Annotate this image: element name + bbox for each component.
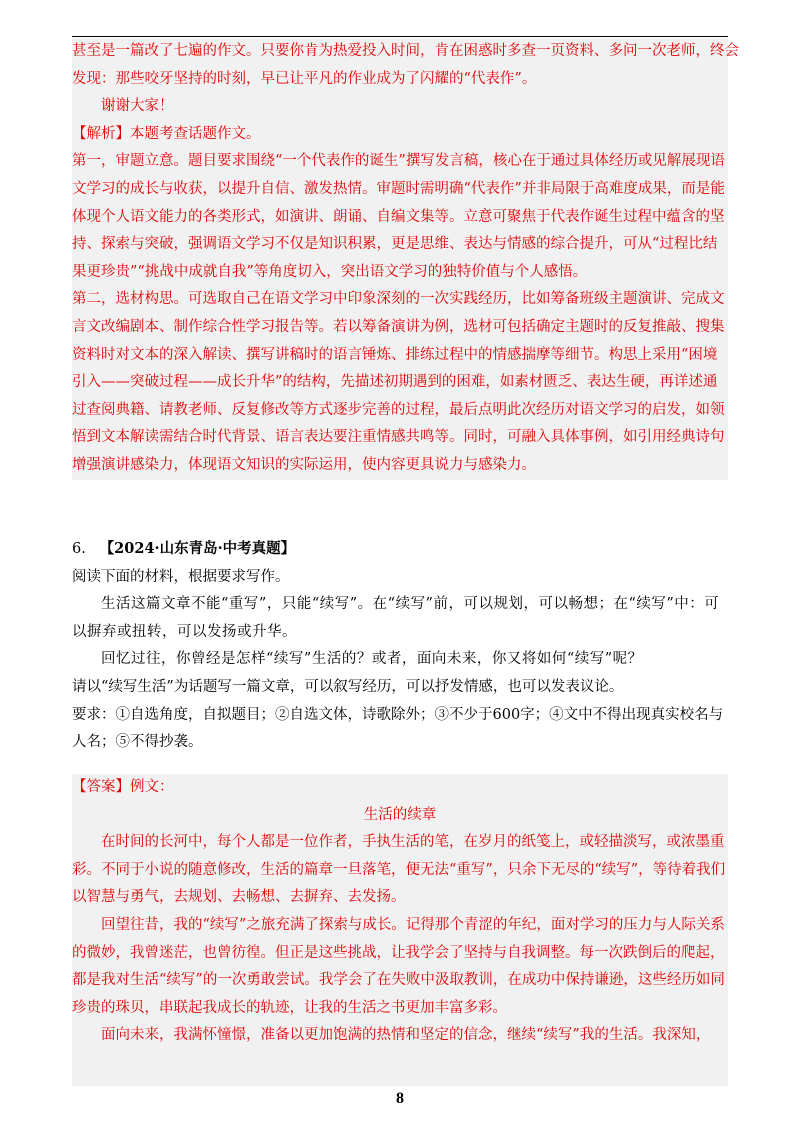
- answer-heading: [72, 774, 728, 802]
- previous-answer-block: [72, 38, 739, 480]
- question-number: 6.: [72, 541, 86, 557]
- answer-line: 甚至是一篇改了七遍的作文。只要你肯为热爱投入时间，肯在困惑时多查一页资料、多问一次老师，终会: [72, 43, 739, 59]
- analysis-tag: 【解析】: [72, 125, 130, 142]
- essay-paragraph-1: 在时间的长河中，每个人都是一位作者，手执生活的笔，在岁月的纸笺上，或轻描淡写，或浓墨重彩。不同于小说的随意修改，生活的篇章一旦落笔，便无法“重写”，只余下无尽的“续写”，等待着我们以智慧与勇气，去规划、去畅想、去摒弃、去发扬。: [72, 834, 726, 906]
- question-heading: [72, 535, 728, 564]
- essay-paragraph-2: 回望往昔，我的“续写”之旅充满了探索与成长。记得那个青涩的年纪，面对学习的压力与人际关系的微妙，我曾迷茫，也曾彷徨。但正是这些挑战，让我学会了坚持与自我调整。每一次跌倒后的爬起，都是我对生活“续写”的一次勇敢尝试。我学会了在失败中汲取教训，在成功中保持谦逊，这些经历如同珍贵的珠贝，串联起我成长的轨迹，让我的生活之书更加丰富多彩。: [72, 916, 725, 1016]
- question-section: [72, 535, 728, 757]
- closing-line: 谢谢大家！: [101, 98, 174, 115]
- material-paragraph-2: 回忆过往，你曾经是怎样“续写”生活的？或者，面向未来，你又将如何“续写”呢？: [101, 651, 643, 668]
- question-requirements: 要求：①自选角度，自拟题目；②自选文体，诗歌除外；③不少于600字；④文中不得出现真实校名与人名；⑤不得抄袭。: [72, 706, 724, 751]
- analysis-intro-text: 本题考查话题作文。: [130, 125, 261, 142]
- question-instruction: 阅读下面的材料，根据要求写作。: [72, 568, 290, 585]
- analysis-point-2: 第二，选材构思。可选取自己在语文学习中印象深刻的一次实践经历，比如筹备班级主题演讲、完成文言文改编剧本、制作综合性学习报告等。若以筹备演讲为例，选材可包括确定主题时的反复推敲、搜集资料时对文本的深入解读、撰写讲稿时的语言锤炼、排练过程中的情感揣摩等细节。构思上采用“困境引入——突破过程——成长升华”的结构，先描述初期遇到的困难，如素材匮乏、表达生硬，再详述通过查阅典籍、请教老师、反复修改等方式逐步完善的过程，最后点明此次经历对语文学习的启发，如领悟到文本解读需结合时代背景、语言表达要注重情感共鸣等。同时，可融入具体事例，如引用经典诗句增强演讲感染力，体现语文知识的实际运用，使内容更具说力与感染力。: [72, 291, 725, 473]
- analysis-intro: [72, 121, 728, 149]
- answer-label: 例文：: [130, 779, 174, 795]
- essay-paragraph-3: 面向未来，我满怀憧憬，准备以更加饱满的热情和坚定的信念，继续“续写”我的生活。我深知，: [101, 1027, 711, 1044]
- model-answer-block: [72, 774, 728, 1086]
- header-rule: [72, 36, 728, 37]
- material-paragraph-1: 生活这篇文章不能“重写”，只能“续写”。在“续写”前，可以规划，可以畅想；在“续写”中：可以摒弃或扭转，可以发扬或升华。: [72, 596, 720, 640]
- question-source: 【2024·山东青岛·中考真题】: [99, 540, 296, 557]
- page-number: 8: [396, 1090, 404, 1107]
- question-task: 请以“续写生活”为话题写一篇文章，可以叙写经历，可以抒发情感，也可以发表议论。: [72, 678, 624, 695]
- analysis-point-1: 第一，审题立意。题目要求围绕“一个代表作的诞生”撰写发言稿，核心在于通过具体经历或见解展现语文学习的成长与收获，以提升自信、激发热情。审题时需明确“代表作”并非局限于高难度成果，而是能体现个人语文能力的各类形式，如演讲、朗诵、自编文集等。立意可聚焦于代表作诞生过程中蕴含的坚持、探索与突破，强调语文学习不仅是知识积累，更是思维、表达与情感的综合提升，可从“过程比结果更珍贵”“挑战中成就自我”等角度切入，突出语文学习的独特价值与个人感悟。: [72, 153, 725, 280]
- answer-tag: 【答案】: [72, 779, 130, 795]
- answer-line: 发现：那些咬牙坚持的时刻，早已让平凡的作业成为了闪耀的“代表作”。: [72, 70, 537, 87]
- essay-title: 生活的续章: [363, 806, 437, 823]
